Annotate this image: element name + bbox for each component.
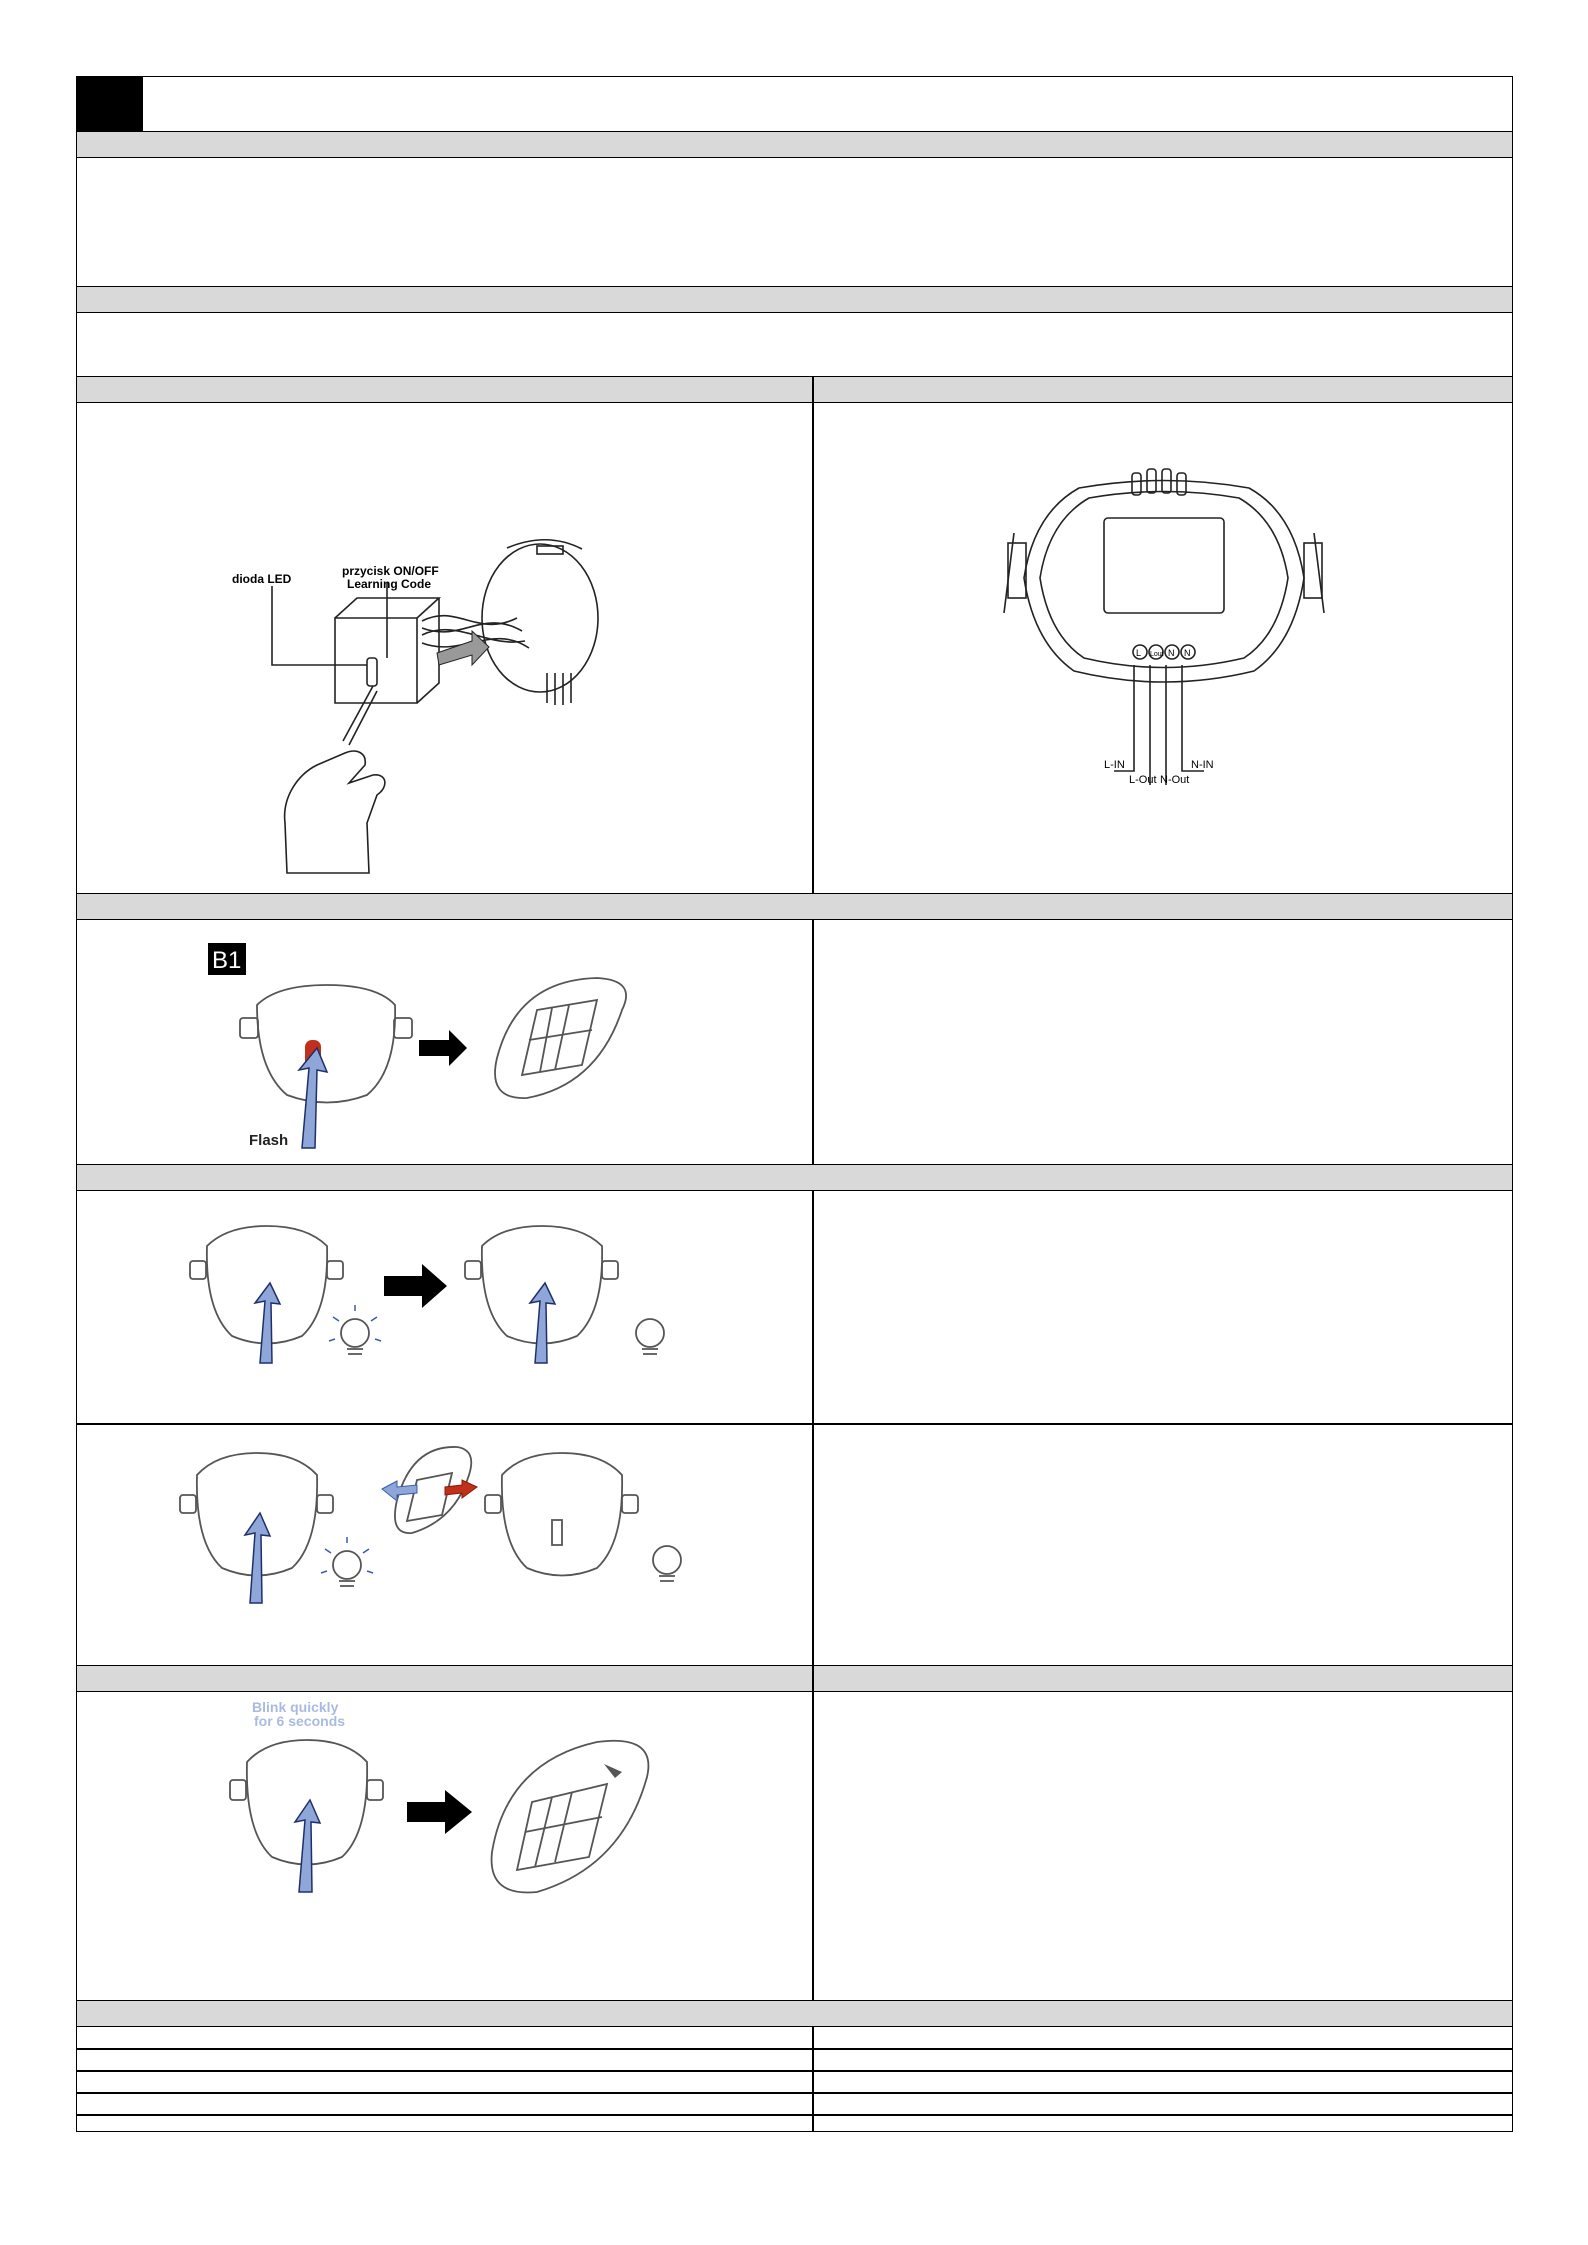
terminal-n2: N xyxy=(1184,648,1191,658)
section-header-notes xyxy=(812,1665,1513,1692)
section-header-intro xyxy=(77,131,1512,158)
wire-label-l-out: L-Out xyxy=(1129,774,1157,786)
section-header-install xyxy=(77,286,1512,313)
terminal-l: L xyxy=(1136,648,1142,658)
spec-row-divider xyxy=(77,2092,1512,2094)
wire-label-n-in: N-IN xyxy=(1191,759,1214,771)
spec-row-divider xyxy=(77,2070,1512,2072)
wiring-figure-cell xyxy=(814,403,1513,893)
section-header-reset xyxy=(77,1665,812,1692)
pairing-figure-cell xyxy=(77,920,812,1164)
remote-control-figure-cell xyxy=(77,1425,812,1665)
onoff-illustration xyxy=(77,1191,812,1423)
column-divider xyxy=(812,1191,814,2000)
section-number-block xyxy=(77,77,143,131)
button-label-line2: Learning Code xyxy=(347,577,432,591)
reset-figure-cell xyxy=(77,1692,812,2000)
intro-text-area xyxy=(77,158,1512,286)
wiring-diagram xyxy=(814,403,1513,893)
blink-label-line2: for 6 seconds xyxy=(254,1713,346,1729)
page-title xyxy=(143,77,1512,131)
flash-label: Flash xyxy=(249,1132,289,1149)
section-header-device xyxy=(77,376,812,403)
reset-illustration xyxy=(77,1692,812,2000)
section-header-pairing xyxy=(77,893,1512,920)
terminal-n1: N xyxy=(1168,648,1175,658)
section-header-operation xyxy=(77,1164,1512,1191)
section-header-specifications xyxy=(77,2000,1512,2027)
led-label: dioda LED xyxy=(232,572,292,586)
wire-label-n-out: N-Out xyxy=(1160,774,1190,786)
spec-table xyxy=(77,2027,1512,2132)
onoff-figure-cell xyxy=(77,1191,812,1423)
device-figure-cell xyxy=(77,403,812,893)
column-divider xyxy=(812,920,814,1164)
section-header-wiring xyxy=(812,376,1513,403)
column-divider xyxy=(812,376,814,893)
document-sheet xyxy=(76,76,1513,2132)
button-label-line1: przycisk ON/OFF xyxy=(342,564,439,578)
blink-label-line1: Blink quickly xyxy=(252,1699,339,1715)
install-text-area xyxy=(77,313,1512,376)
wire-label-l-in: L-IN xyxy=(1104,759,1125,771)
remote-control-illustration xyxy=(77,1425,812,1665)
spec-row-divider xyxy=(77,2114,1512,2116)
step-tag-b1: B1 xyxy=(212,947,242,974)
column-divider xyxy=(812,2027,814,2132)
pairing-illustration xyxy=(77,920,812,1164)
spec-row-divider xyxy=(77,2048,1512,2050)
terminal-lout: Lout xyxy=(1150,651,1164,658)
device-illustration xyxy=(77,403,812,893)
